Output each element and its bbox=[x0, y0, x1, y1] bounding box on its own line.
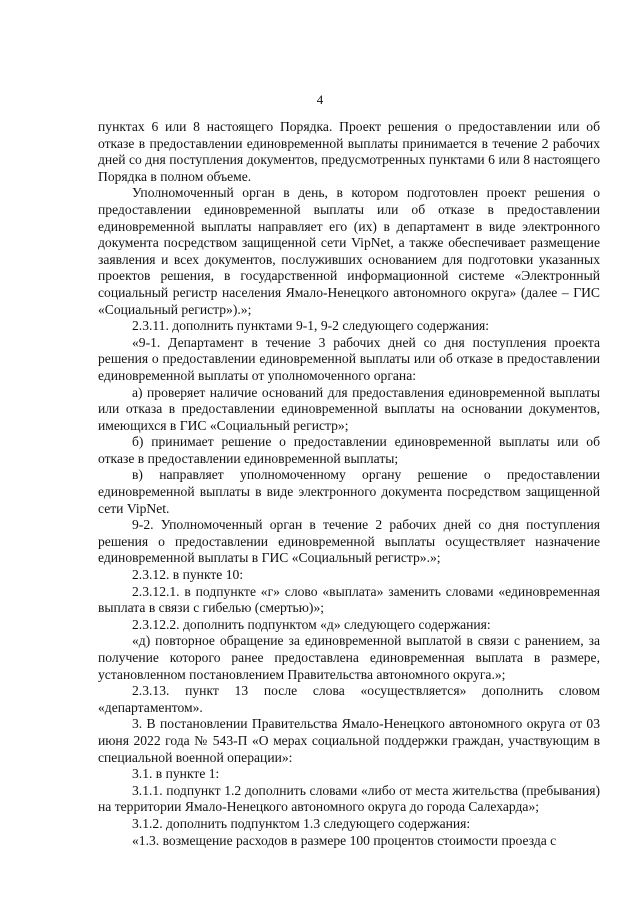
paragraph: 2.3.12.2. дополнить подпунктом «д» следующего содержания: bbox=[132, 616, 491, 632]
paragraph: 3. В постановлении Правительства Ямало-Ненецкого автономного округа от 03 июня 2022 года № 543-П «О мерах социальной поддержки граждан, участвующим в специальной военной операции»: bbox=[98, 716, 600, 765]
paragraph: в) направляет уполномоченному органу решение о предоставлении единовременной выплаты в виде электронного документа посредством защищенной сети VipNet. bbox=[98, 467, 600, 516]
paragraph: 2.3.11. дополнить пунктами 9-1, 9-2 следующего содержания: bbox=[132, 318, 490, 334]
paragraph: а) проверяет наличие оснований для предоставления единовременной выплаты или отказа в предоставлении единовременной выплаты на основании документов, имеющихся в ГИС «Социальный регистр»; bbox=[98, 384, 600, 433]
document-body bbox=[98, 119, 600, 849]
paragraph: 3.1. в пункте 1: bbox=[132, 766, 220, 782]
paragraph: «9-1. Департамент в течение 3 рабочих дней со дня поступления проекта решения о предоставлении единовременной выплаты или об отказе в предоставлении единовременной выплаты от уполномоченного органа: bbox=[98, 334, 600, 383]
paragraph: «1.3. возмещение расходов в размере 100 процентов стоимости проезда с bbox=[132, 832, 557, 848]
page-number: 4 bbox=[316, 92, 324, 107]
paragraph: «д) повторное обращение за единовременной выплатой в связи с ранением, за получение которого ранее предоставлена единовременная выплата в размере, установленном постановлением Правительства автономного округа.»; bbox=[98, 633, 600, 682]
paragraph: б) принимает решение о предоставлении единовременной выплаты или об отказе в предоставлении единовременной выплаты; bbox=[98, 434, 600, 466]
paragraph: 2.3.13. пункт 13 после слова «осуществляется» дополнить словом «департаментом». bbox=[98, 683, 600, 715]
paragraph: 3.1.1. подпункт 1.2 дополнить словами «либо от места жительства (пребывания) на территории Ямало-Ненецкого автономного округа до города Салехарда»; bbox=[98, 782, 600, 815]
paragraph: пунктах 6 или 8 настоящего Порядка. Проект решения о предоставлении или об отказе в предоставлении единовременной выплаты принимается в течение 2 рабочих дней со дня поступления документов, предусмотренных пунктами 6 или 8 настоящего Порядка в полном объеме. bbox=[98, 119, 600, 184]
paragraph: Уполномоченный орган в день, в котором подготовлен проект решения о предоставлении единовременной выплаты или об отказе в предоставлении единовременной выплаты направляет его (их) в департамент в виде электронного документа посредством защищенной сети VipNet, а также обеспечивает размещение заявления и всех документов, послуживших основанием для подготовки указанных проектов решения, в государственной информационной системе «Электронный социальный регистр населения Ямало-Ненецкого автономного округа» (далее – ГИС «Социальный регистр»).»; bbox=[98, 185, 600, 317]
paragraph: 2.3.12.1. в подпункте «г» слово «выплата» заменить словами «единовременная выплата в связи с гибелью (смертью)»; bbox=[98, 583, 600, 616]
paragraph: 2.3.12. в пункте 10: bbox=[132, 567, 244, 583]
paragraph: 3.1.2. дополнить подпунктом 1.3 следующего содержания: bbox=[132, 815, 471, 831]
paragraph: 9-2. Уполномоченный орган в течение 2 рабочих дней со дня поступления решения о предоставлении единовременной выплаты осуществляет назначение единовременной выплаты в ГИС «Социальный регистр».»; bbox=[98, 517, 600, 566]
